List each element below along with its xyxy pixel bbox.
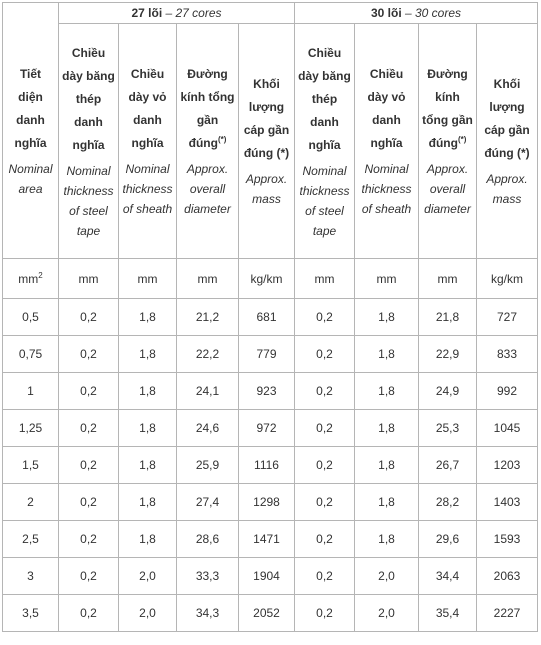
value-cell: 1,8 [355,484,419,521]
column-header-footnote-mark: (*) [217,135,227,144]
value-cell: 1298 [239,484,295,521]
value-cell: 972 [239,410,295,447]
column-header-vi [298,42,351,157]
value-cell: 1593 [477,521,538,558]
value-cell: 1,8 [119,521,177,558]
value-cell: 34,4 [419,558,477,595]
value-cell: 0,2 [295,558,355,595]
cable-spec-table [2,2,538,632]
value-cell: 1904 [239,558,295,595]
column-header-g1-c4 [239,24,295,259]
column-header-en: Approx. overall diameter [184,162,231,216]
value-cell: 24,9 [419,373,477,410]
value-cell: 35,4 [419,595,477,632]
column-header-vi [480,73,534,165]
unit-cell: kg/km [477,259,538,299]
value-cell: 0,2 [59,595,119,632]
value-cell: 24,6 [177,410,239,447]
value-cell: 0,2 [59,373,119,410]
column-header-vi [122,63,173,155]
value-cell: 21,8 [419,299,477,336]
unit-area-base: mm [18,271,39,286]
value-cell: 2,0 [119,595,177,632]
unit-cell: mm [119,259,177,299]
value-cell: 1,8 [119,410,177,447]
value-cell: 25,3 [419,410,477,447]
column-header-g1-c3 [177,24,239,259]
value-cell: 0,2 [295,373,355,410]
value-cell: 0,2 [295,410,355,447]
value-cell: 1,8 [355,447,419,484]
column-header-vi-text: Chiều dày băng thép danh nghĩa [298,45,351,152]
value-cell: 1,8 [355,521,419,558]
group-30-label-vi: 30 lõi [370,6,402,20]
column-header-vi [180,63,235,155]
value-cell: 0,2 [59,410,119,447]
value-cell: 0,2 [295,336,355,373]
unit-cell: mm [355,259,419,299]
column-header-en: Approx. mass [486,172,528,206]
value-cell: 833 [477,336,538,373]
column-header-vi-text: Đường kính tổng gần đúng [422,67,473,150]
value-cell: 26,7 [419,447,477,484]
value-cell: 1045 [477,410,538,447]
group-27-label-en: 27 cores [175,6,222,20]
column-header-g2-c1 [295,24,355,259]
value-cell: 24,1 [177,373,239,410]
area-cell: 3,5 [3,595,59,632]
area-cell: 1,25 [3,410,59,447]
value-cell: 27,4 [177,484,239,521]
unit-area [3,259,59,299]
value-cell: 0,2 [59,336,119,373]
column-header-en: Nominal thickness of steel tape [63,163,114,238]
value-cell: 0,2 [295,521,355,558]
value-cell: 22,9 [419,336,477,373]
column-header-g1-c2 [119,24,177,259]
column-header-g2-c3 [419,24,477,259]
unit-cell: mm [295,259,355,299]
column-header-vi-text: Đường kính tổng gần đúng [180,67,235,150]
group-27-separator: – [162,6,176,20]
column-header-vi [242,73,291,165]
area-cell: 2,5 [3,521,59,558]
group-header-27-cores [59,3,295,24]
value-cell: 1,8 [355,373,419,410]
value-cell: 0,2 [59,521,119,558]
table-row [3,299,538,336]
area-cell: 1,5 [3,447,59,484]
group-30-separator: – [401,6,415,20]
unit-row [3,259,538,299]
unit-cell: mm [177,259,239,299]
value-cell: 1,8 [355,336,419,373]
value-cell: 1,8 [119,336,177,373]
value-cell: 681 [239,299,295,336]
value-cell: 1,8 [355,299,419,336]
area-cell: 3 [3,558,59,595]
value-cell: 2,0 [355,595,419,632]
header-nominal-area-vi: Tiết diện danh nghĩa [14,66,47,150]
column-header-vi-text: Chiều dày vỏ danh nghĩa [367,67,406,150]
group-30-label-en: 30 cores [415,6,462,20]
column-header-vi-text: Khối lượng cáp gần đúng (*) [484,77,530,160]
header-nominal-area-en: Nominal area [8,161,53,196]
value-cell: 1403 [477,484,538,521]
group-header-30-cores [295,3,538,24]
column-header-vi [422,63,473,155]
value-cell: 28,6 [177,521,239,558]
column-header-en: Nominal thickness of steel tape [299,163,350,238]
table-row [3,595,538,632]
area-cell: 0,5 [3,299,59,336]
value-cell: 33,3 [177,558,239,595]
value-cell: 779 [239,336,295,373]
value-cell: 2063 [477,558,538,595]
value-cell: 1,8 [119,299,177,336]
column-header-footnote-mark: (*) [457,135,467,144]
value-cell: 2,0 [355,558,419,595]
unit-cell: mm [59,259,119,299]
table-row [3,521,538,558]
unit-area-exponent: 2 [38,270,43,280]
value-cell: 0,2 [59,447,119,484]
value-cell: 2052 [239,595,295,632]
value-cell: 1,8 [119,373,177,410]
table-row [3,447,538,484]
value-cell: 21,2 [177,299,239,336]
area-cell: 2 [3,484,59,521]
value-cell: 0,2 [59,299,119,336]
value-cell: 0,2 [59,484,119,521]
column-header-en: Approx. mass [245,172,288,206]
unit-cell: mm [419,259,477,299]
table-row [3,558,538,595]
value-cell: 1116 [239,447,295,484]
column-header-g2-c2 [355,24,419,259]
column-header-vi-text: Chiều dày băng thép danh nghĩa [62,45,115,152]
value-cell: 1,8 [119,484,177,521]
header-nominal-area [3,3,59,259]
column-header-g2-c4 [477,24,538,259]
value-cell: 1,8 [119,447,177,484]
column-header-vi-text: Chiều dày vỏ danh nghĩa [128,67,167,150]
column-header-vi [358,63,415,155]
value-cell: 1,8 [355,410,419,447]
column-header-en: Nominal thickness of sheath [122,162,173,216]
area-cell: 1 [3,373,59,410]
area-cell: 0,75 [3,336,59,373]
table-row [3,484,538,521]
group-27-label-vi: 27 lõi [131,6,163,20]
value-cell: 22,2 [177,336,239,373]
value-cell: 0,2 [295,484,355,521]
value-cell: 2,0 [119,558,177,595]
value-cell: 1203 [477,447,538,484]
column-header-vi-text: Khối lượng cáp gần đúng (*) [243,77,290,160]
value-cell: 0,2 [59,558,119,595]
column-header-g1-c1 [59,24,119,259]
value-cell: 0,2 [295,299,355,336]
column-header-vi [62,42,115,157]
column-header-en: Approx. overall diameter [424,162,471,216]
value-cell: 34,3 [177,595,239,632]
column-header-row [3,24,538,259]
value-cell: 992 [477,373,538,410]
column-header-en: Nominal thickness of sheath [361,162,412,216]
value-cell: 0,2 [295,447,355,484]
value-cell: 25,9 [177,447,239,484]
value-cell: 0,2 [295,595,355,632]
table-row [3,373,538,410]
value-cell: 29,6 [419,521,477,558]
value-cell: 1471 [239,521,295,558]
table-row [3,336,538,373]
unit-cell: kg/km [239,259,295,299]
table-row [3,410,538,447]
value-cell: 727 [477,299,538,336]
value-cell: 28,2 [419,484,477,521]
value-cell: 923 [239,373,295,410]
value-cell: 2227 [477,595,538,632]
